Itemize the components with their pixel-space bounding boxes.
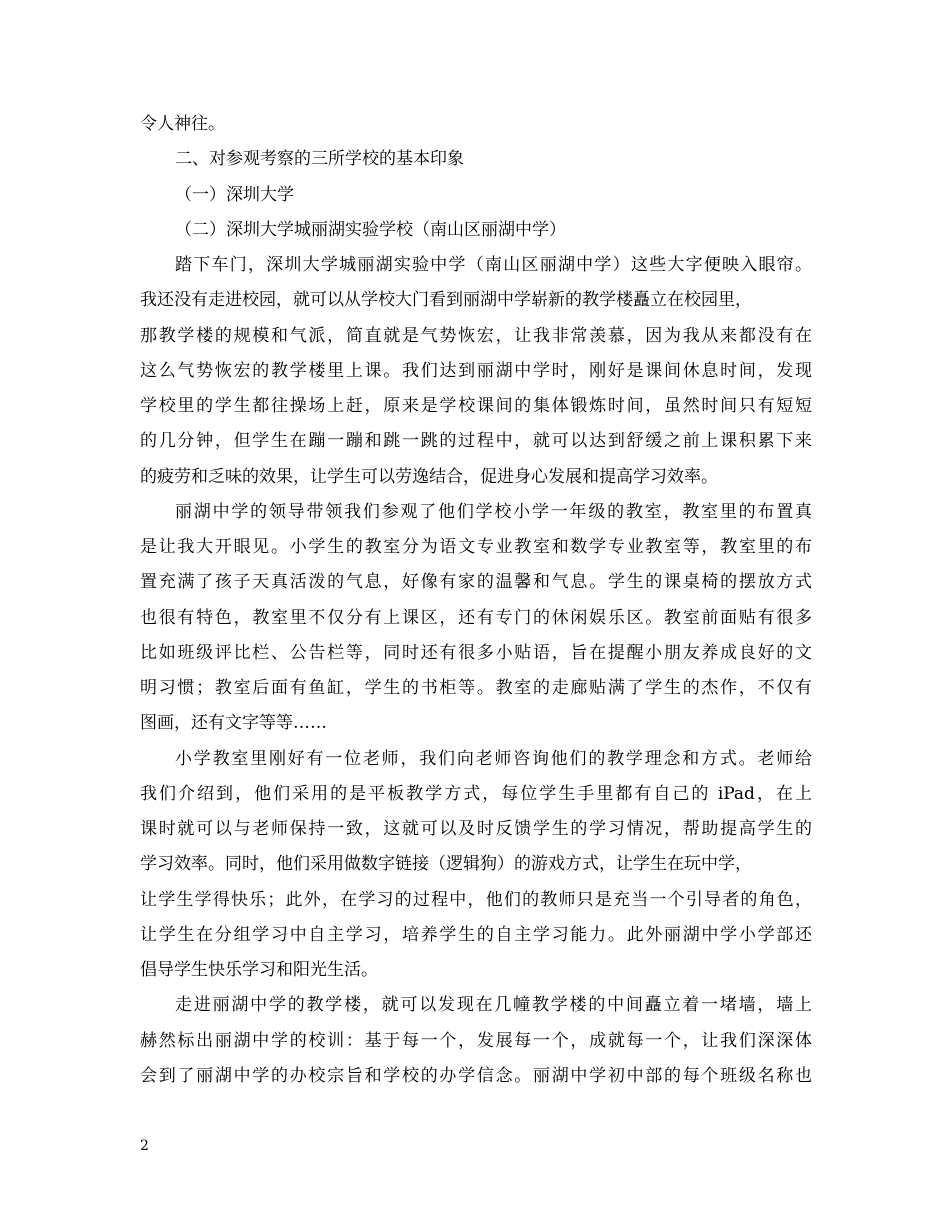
text-line: 会到了丽湖中学的办校宗旨和学校的办学信念。丽湖中学初中部的每个班级名称也 <box>140 1065 812 1086</box>
text-line: 小学教室里刚好有一位老师，我们向老师咨询他们的教学理念和方式。老师给 <box>175 748 812 769</box>
text-line: 比如班级评比栏、公告栏等，同时还有很多小贴语，旨在提醒小朋友养成良好的文 <box>140 642 812 663</box>
text-line: 赫然标出丽湖中学的校训：基于每一个，发展每一个，成就每一个，让我们深深体 <box>140 1030 812 1051</box>
body-text <box>140 114 812 1101</box>
text-line: 明习惯；教室后面有鱼缸，学生的书柜等。教室的走廊贴满了学生的杰作，不仅有 <box>140 678 812 698</box>
text-line: 的几分钟，但学生在蹦一蹦和跳一跳的过程中，就可以达到舒缓之前上课积累下来 <box>140 431 812 452</box>
text-line: 踏下车门，深圳大学城丽湖实验中学（南山区丽湖中学）这些大字便映入眼帘。 <box>175 255 812 275</box>
text-line: 让学生学得快乐；此外，在学习的过程中，他们的教师只是充当一个引导者的角色， <box>140 889 812 910</box>
text-line: 那教学楼的规模和气派，简直就是气势恢宏，让我非常羡慕，因为我从来都没有在 <box>140 325 812 346</box>
text-line: 课时就可以与老师保持一致，这就可以及时反馈学生的学习情况，帮助提高学生的 <box>140 819 812 839</box>
text-line: 走进丽湖中学的教学楼，就可以发现在几幢教学楼的中间矗立着一堵墙，墙上 <box>175 995 812 1016</box>
subsection-heading: （一）深圳大学 <box>175 184 294 205</box>
text-line: 这么气势恢宏的教学楼里上课。我们达到丽湖中学时，刚好是课间休息时间，发现 <box>140 360 812 381</box>
text-line: 让学生在分组学习中自主学习，培养学生的自主学习能力。此外丽湖中学小学部还 <box>140 924 812 945</box>
text-line: 是让我大开眼见。小学生的教室分为语文专业教室和数学专业教室等，教室里的布 <box>140 537 812 557</box>
text-line: 倡导学生快乐学习和阳光生活。 <box>140 960 378 980</box>
text-line: 的疲劳和乏味的效果，让学生可以劳逸结合，促进身心发展和提高学习效率。 <box>140 466 718 487</box>
text-line: 丽湖中学的领导带领我们参观了他们学校小学一年级的教室，教室里的布置真 <box>175 501 812 522</box>
text-line: 我还没有走进校园，就可以从学校大门看到丽湖中学崭新的教学楼矗立在校园里， <box>140 290 752 311</box>
page-number: 2 <box>140 1138 149 1154</box>
text-line: 置充满了孩子天真活泼的气息，好像有家的温馨和气息。学生的课桌椅的摆放方式 <box>140 572 812 593</box>
text-line: 学习效率。同时，他们采用做数字链接（逻辑狗）的游戏方式，让学生在玩中学， <box>140 854 752 875</box>
text-line: 也很有特色，教室里不仅分有上课区，还有专门的休闲娱乐区。教室前面贴有很多 <box>140 607 812 628</box>
text-line: 图画，还有文字等等…… <box>140 713 327 734</box>
text-line: 学校里的学生都往操场上赶，原来是学校课间的集体锻炼时间，虽然时间只有短短 <box>140 396 812 416</box>
text-line: 我们介绍到，他们采用的是平板教学方式，每位学生手里都有自己的 iPad，在上 <box>140 783 812 804</box>
text-line: 令人神往。 <box>140 114 225 134</box>
section-heading: 二、对参观考察的三所学校的基本印象 <box>175 149 464 170</box>
subsection-heading: （二）深圳大学城丽湖实验学校（南山区丽湖中学） <box>175 219 566 240</box>
